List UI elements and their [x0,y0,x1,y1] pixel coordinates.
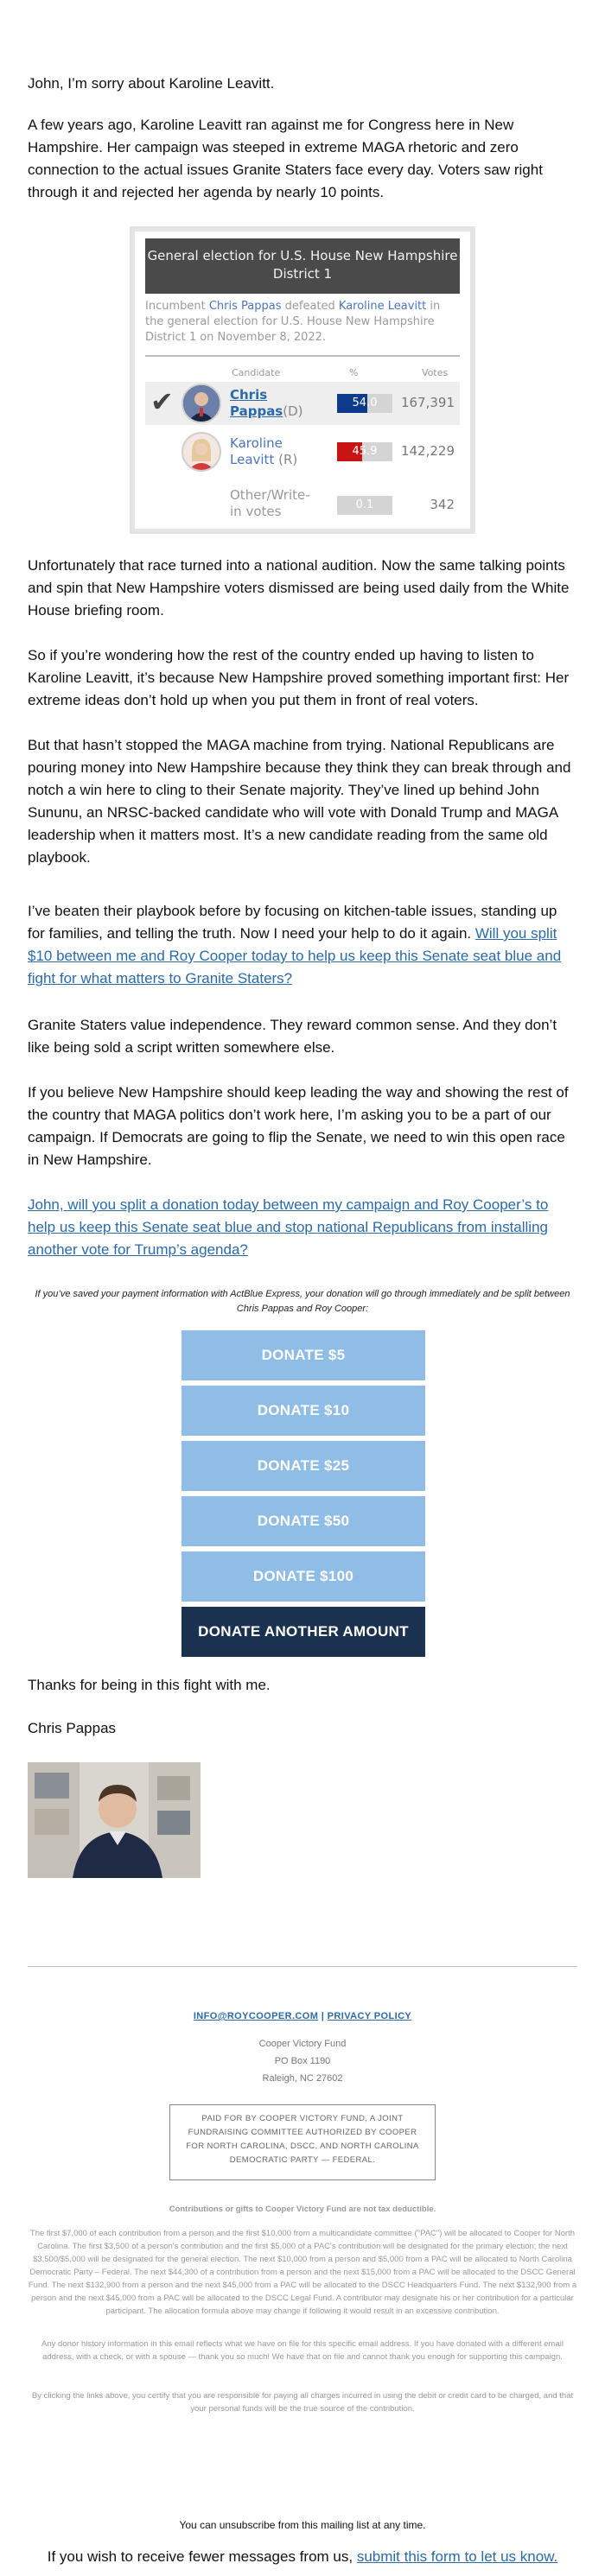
candidate-name[interactable]: Chris Pappas(D) [230,387,303,419]
paid-for-disclaimer: PAID FOR BY COOPER VICTORY FUND, A JOINT FUNDRAISING COMMITTEE AUTHORIZED BY COOPER FOR NORTH CAROLINA, DSCC, AND NORTH CAROLINA DEMOCRATIC PARTY — FEDERAL. [169,2104,436,2180]
donate-50-button[interactable]: DONATE $50 [182,1496,425,1546]
donor-history-text: Any donor history information in this email reflects what we have on file for this specific email address. If you have donated with a different email address, with a check, or with a spouse — thank you so much! We have that on file and cannot thank you enough for supporting this campaign. [41,2339,564,2362]
fewer-messages-link[interactable]: submit this form to let us know. [356,2548,558,2565]
split-donation-link-2[interactable]: John, will you split a donation today between my campaign and Roy Cooper’s to help us keep this Senate seat blue and stop national Republicans from installing another vote for Trump’s agenda? [28,1196,549,1258]
candidate-name[interactable]: Karoline Leavitt (R) [230,435,298,467]
paragraph-8 [28,1194,577,1261]
greeting: John, I’m sorry about Karoline Leavitt. [28,75,275,92]
votes-value: 142,229 [400,443,455,459]
col-percent: % [349,367,359,378]
loser-name-link[interactable]: Karoline Leavitt [338,300,427,313]
footer-links: INFO@ROYCOOPER.COM | PRIVACY POLICY [193,2011,412,2021]
election-results-card [130,226,475,534]
privacy-policy-link[interactable]: PRIVACY POLICY [327,2011,412,2021]
winner-name-link[interactable]: Chris Pappas [208,300,282,313]
donate-5-button[interactable]: DONATE $5 [182,1330,425,1380]
pct-bar [337,496,392,515]
certify-text: By clicking the links above, you certify that you are responsible for paying all charges incurred in using the debit or credit card to be charged, and that your personal funds will be the true source of the contribution. [31,2391,574,2414]
col-votes: Votes [422,367,449,378]
paragraph-3: So if you’re wondering how the rest of the country ended up having to listen to Karoline Leavitt, it’s because New Hampshire proved something important first: Her extreme ideas don’t hold up when you put them in front of real voters. [28,647,570,708]
signature-photo [28,1762,201,1878]
result-row [145,428,460,475]
donate-25-button[interactable]: DONATE $25 [182,1441,425,1491]
pct-bar [337,442,392,461]
paragraph-6: Granite Staters value independence. They reward common sense. And they don’t like being sold a script written somewhere else. [28,1017,557,1056]
pct-value: 45.9 [352,445,378,458]
candidate-photo [182,432,221,472]
paragraph-7: If you believe New Hampshire should keep leading the way and showing the rest of the country that MAGA politics don’t work here, I’m asking you to be a part of our campaign. If Democrats are going to flip the Senate, we need to win this open race in New Hampshire. [28,1084,569,1168]
candidate-name: Other/Write- in votes [230,487,310,519]
result-row [145,382,460,425]
divider [145,355,460,357]
unsubscribe-text: You can unsubscribe from this mailing list at any time. [179,2519,426,2531]
election-header: General election for U.S. House New Hampshire District 1 [145,238,460,294]
paragraph-2: Unfortunately that race turned into a national audition. Now the same talking points and spin that New Hampshire voters dismissed are being used daily from the White House briefing room. [28,557,570,619]
pct-value: 54.0 [352,397,378,409]
donate-100-button[interactable]: DONATE $100 [182,1551,425,1602]
paragraph-4: But that hasn’t stopped the MAGA machine from trying. National Republicans are pouring money into New Hampshire because they think they can break through and notch a win here to cling to their Senate majority. They’ve lined up behind John Sununu, an NRSC-backed candidate who will vote with Donald Trump and MAGA leadership when it matters most. It’s a new candidate reading from the same old playbook. [28,737,571,866]
paragraph-1: A few years ago, Karoline Leavitt ran against me for Congress here in New Hampshire. Her campaign was steeped in extreme MAGA rhetoric and zero connection to the actual issues Granite Staters face every day. Voters saw right through it and rejected her agenda by nearly 10 points. [28,117,543,200]
split-donation-link[interactable]: Will you split $10 between me and Roy Cooper today to help us keep this Senate seat blue and fight for what matters to Granite Staters? [28,925,562,987]
checkmark-icon: ✔ [150,385,174,418]
not-deductible-text: Contributions or gifts to Cooper Victory Fund are not tax deductible. [169,2205,436,2214]
result-row [145,482,460,527]
paragraph-5: I’ve beaten their playbook before by focusing on kitchen-table issues, standing up for families, and telling the truth. Now I need your help to do it again. Will you split $10 between me and Roy Cooper today to help us keep this Senate seat blue and fight for what matters to Granite Staters? [28,903,562,987]
election-description: Incumbent Chris Pappas defeated Karoline Leavitt in the general election for U.S. House New Hampshire District 1 on November 8, 2022. [145,300,441,344]
votes-value: 167,391 [400,395,455,410]
votes-value: 342 [430,497,455,512]
footer-divider [28,1966,577,1967]
mailing-address: Cooper Victory Fund PO Box 1190 Raleigh, NC 27602 [258,2039,347,2084]
col-candidate: Candidate [232,367,281,378]
signature-name: Chris Pappas [28,1720,117,1736]
donate-another-amount-button[interactable]: DONATE ANOTHER AMOUNT [182,1607,425,1657]
actblue-note: If you’ve saved your payment information with ActBlue Express, your donation will go through immediately and be split between Chris Pappas and Roy Cooper: [35,1289,570,1314]
candidate-photo [182,384,221,423]
thanks-line: Thanks for being in this fight with me. [28,1677,271,1693]
pct-value: 0.1 [355,498,374,511]
fewer-messages: If you wish to receive fewer messages from us, submit this form to let us know. [47,2548,558,2565]
pct-bar [337,394,392,413]
allocation-text: The first $7,000 of each contribution from a person and the first $10,000 from a multicandidate committee ("PAC") will be allocated to Cooper for North Carolina. The first $3,500 of a person's contribution and the first $5,000 of a PAC's contribution will be designated for the primary election; the next $3,500/$5,000 will be designated for the general election. The next $10,000 from a person and $5,000 from a PAC will be allocated to North Carolina Democratic Party – Federal. The next $44,300 of a contribution from a person and the next $15,000 from a PAC will be allocated to the DSCC General Fund. The next $132,900 from a person and the next $45,000 from a PAC will be allocated to the DSCC Headquarters Fund. The next $132,900 from a person and the next $45,000 from a PAC will be allocated to the DSCC Legal Fund. A contributor may designate his or her contribution for a particular participant. The allocation formula above may change if following it would result in an excessive contribution. [28,2229,577,2316]
email-link[interactable]: INFO@ROYCOOPER.COM [193,2011,319,2021]
donate-10-button[interactable]: DONATE $10 [182,1386,425,1436]
